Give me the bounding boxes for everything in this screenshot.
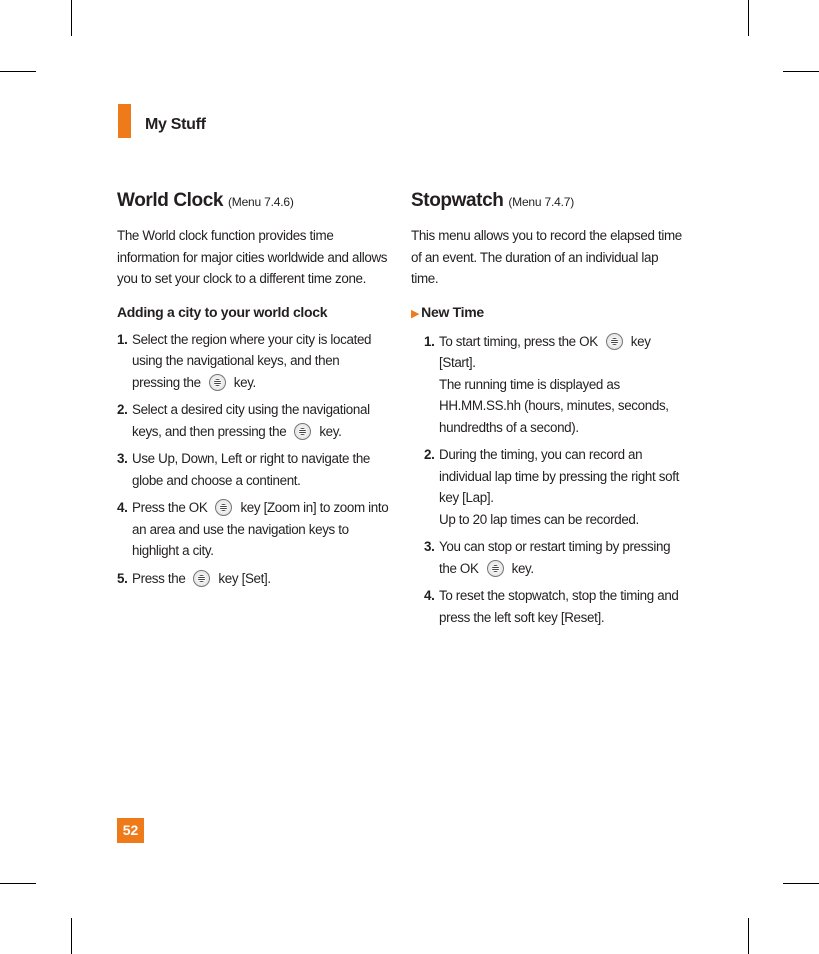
new-time-subhead [411,302,685,325]
world-clock-column [117,188,389,595]
step-text: Select the region where your city is located using the navigational keys, and then pressing the [132,331,372,390]
stopwatch-column [411,188,685,634]
crop-mark [748,918,749,954]
step-text: key. [319,423,342,439]
step-number: 2. [117,402,128,417]
step-text: Select a desired city using the navigational keys, and then pressing the [132,402,370,439]
world-clock-intro: The World clock function provides time information for major cities worldwide and allows you to set your clock to a different time zone. [117,228,388,286]
crop-mark [783,883,819,884]
list-item [424,331,685,439]
menu-reference: (Menu 7.4.6) [227,195,294,209]
add-city-subhead: Adding a city to your world clock [117,303,328,320]
ok-key-icon [193,570,210,587]
crop-mark [71,918,72,954]
stopwatch-heading [411,188,685,215]
crop-mark [71,0,72,36]
step-text: key [Set]. [218,570,271,586]
step-number: 1. [424,333,435,349]
step-number: 1. [117,331,128,347]
triangle-right-icon: ▶ [411,307,420,320]
step-number: 3. [424,539,435,554]
list-item [117,568,389,590]
crop-mark [0,883,36,884]
step-note: Up to 20 lap times can be recorded. [439,511,639,527]
step-text: During the timing, you can record an individual lap time by pressing the right soft key [Lap]. [439,447,679,505]
step-number: 3. [117,451,128,466]
step-text: To reset the stopwatch, stop the timing and press the left soft key [Reset]. [439,588,679,625]
step-number: 2. [424,447,435,462]
crop-mark [0,71,36,72]
step-text: Press the OK [132,500,208,515]
step-text: You can stop or restart timing by pressing the OK [439,539,671,576]
world-clock-heading [117,188,389,215]
stopwatch-intro: This menu allows you to record the elapsed time of an event. The duration of an individual lap time. [411,228,682,286]
step-note: The running time is displayed as HH.MM.SS.hh (hours, minutes, seconds, hundredths of a second). [439,376,669,435]
step-text: To start timing, press the OK [439,333,598,349]
list-item [117,497,389,562]
list-item [424,536,685,579]
step-number: 4. [424,588,435,603]
list-item [117,329,389,394]
ok-key-icon [215,499,232,516]
step-number: 4. [117,500,128,515]
step-text: key [Zoom in] to zoom into an area and use the navigation keys to highlight a city. [132,500,389,558]
subhead-label: New Time [421,303,484,320]
ok-key-icon [606,333,623,350]
menu-reference: (Menu 7.4.7) [508,195,574,209]
step-number: 5. [117,570,128,586]
step-text: key. [233,374,256,390]
list-item [117,448,389,491]
page-number: 52 [117,818,144,843]
ok-key-icon [487,560,504,577]
crop-mark [748,0,749,36]
step-text: key [Start]. [439,333,651,370]
list-item [424,444,685,530]
ok-key-icon [209,374,226,391]
add-city-steps [117,329,389,590]
heading-title: Stopwatch [411,190,504,211]
heading-title: World Clock [117,190,224,211]
crop-mark [783,71,819,72]
ok-key-icon [294,423,311,440]
new-time-steps [424,331,685,629]
section-marker [118,104,131,138]
step-text: key. [511,560,534,576]
step-text: Press the [132,570,186,586]
list-item [424,585,685,628]
step-text: Use Up, Down, Left or right to navigate the globe and choose a continent. [132,451,371,488]
section-title: My Stuff [145,116,206,133]
list-item [117,399,389,442]
